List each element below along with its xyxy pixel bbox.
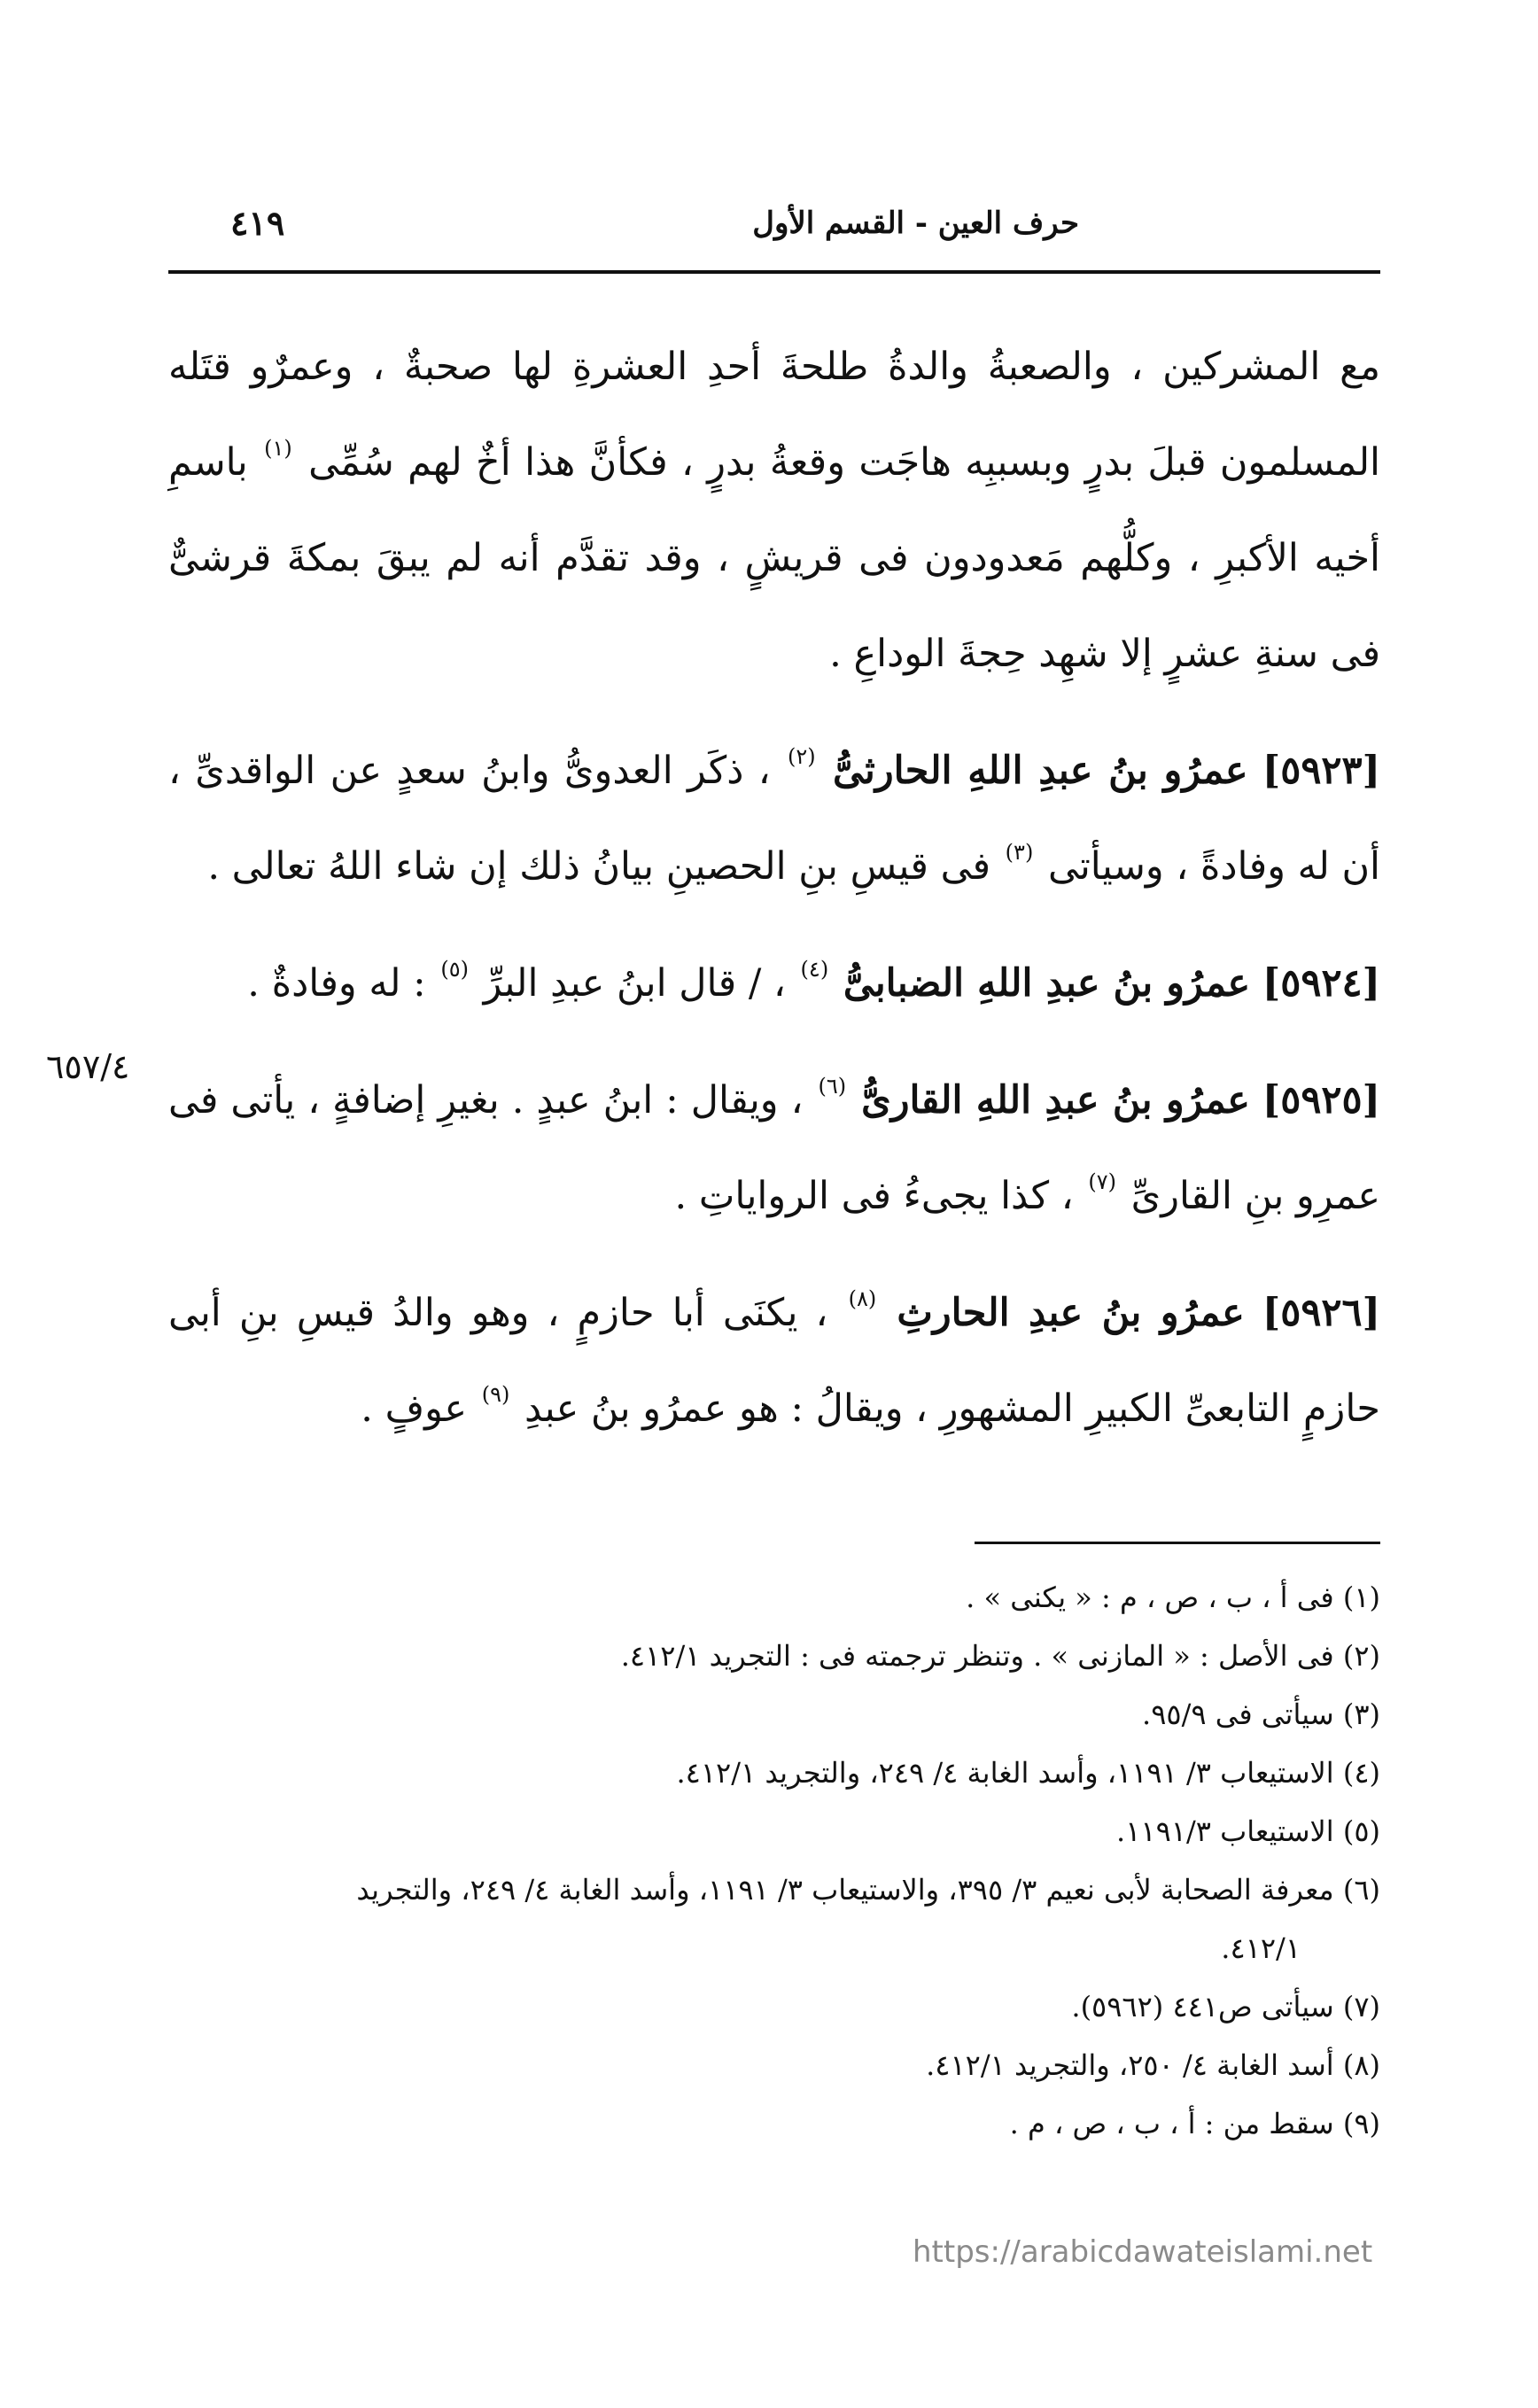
footnote-7: (٧) سيأتى ص٤٤١ (٥٩٦٢). xyxy=(1071,1990,1380,2023)
margin-page-reference: ٦٥٧/٤ xyxy=(46,1047,130,1086)
intro-paragraph xyxy=(168,319,1380,702)
footnote-ref-7: (٧) xyxy=(1088,1169,1116,1194)
footnote-2: (٢) فى الأصل : « المازنى » . وتنظر ترجمته فى : التجريد ٤١٢/١. xyxy=(620,1639,1380,1673)
entry-5924 xyxy=(168,936,1380,1031)
footnote-rule xyxy=(975,1542,1380,1544)
footnote-ref-1: (١) xyxy=(264,436,292,461)
entry-text-1: ، ذكَر العدوىُّ وابنُ سعدٍ عن الواقدىِّ ، أن له وفادةً ، وسيأتى xyxy=(168,749,1380,889)
page-number: ٤١٩ xyxy=(230,203,285,243)
entry-text-2: فى قيسِ بنِ الحصينِ بيانُ ذلك إن شاء اللهُ تعالى . xyxy=(207,844,990,889)
entry-name: عمرُو بنُ عبدِ الحارثِ xyxy=(897,1291,1245,1335)
entry-text-2: : له وفادةٌ . xyxy=(247,961,426,1006)
entry-text-1: ، / قال ابنُ عبدِ البرِّ xyxy=(483,961,786,1006)
body-text xyxy=(168,319,1380,1456)
footnote-ref-2: (٢) xyxy=(788,744,816,769)
footnotes xyxy=(168,1568,1380,2153)
footnote-ref-9: (٩) xyxy=(481,1382,510,1407)
entry-number: [٥٩٢٥] xyxy=(1262,1078,1380,1122)
footnote-ref-4: (٤) xyxy=(800,957,829,982)
footnote-1: (١) فى أ ، ب ، ص ، م : « يكنى » . xyxy=(966,1581,1380,1614)
footnote-ref-8: (٨) xyxy=(848,1286,877,1311)
entry-5926 xyxy=(168,1265,1380,1456)
entry-number: [٥٩٢٣] xyxy=(1262,749,1380,793)
watermark: https://arabicdawateislami.net xyxy=(913,2234,1373,2270)
entry-5923 xyxy=(168,723,1380,914)
footnote-ref-6: (٦) xyxy=(818,1074,847,1099)
entry-name: عمرُو بنُ عبدِ اللهِ القارىُّ xyxy=(861,1078,1250,1122)
entry-text-2: عوفٍ . xyxy=(361,1387,468,1431)
entry-number: [٥٩٢٦] xyxy=(1262,1291,1380,1335)
footnote-ref-3: (٣) xyxy=(1005,840,1034,865)
footnote-4: (٤) الاستيعاب ٣/ ١١٩١، وأسد الغابة ٤/ ٢٤٩، والتجريد ٤١٢/١. xyxy=(676,1756,1380,1790)
footnote-6: (٦) معرفة الصحابة لأبى نعيم ٣/ ٣٩٥، والاستيعاب ٣/ ١١٩١، وأسد الغابة ٤/ ٢٤٩، والتجريد xyxy=(356,1873,1380,1907)
footnote-6-continuation: ٤١٢/١. xyxy=(1221,1931,1301,1965)
running-header xyxy=(168,197,1380,250)
header-rule xyxy=(168,270,1380,274)
footnote-9: (٩) سقط من : أ ، ب ، ص ، م . xyxy=(1009,2107,1380,2140)
header-title: حرف العين - القسم الأول xyxy=(752,206,1079,241)
entry-text-1: ، يكنَى أبا حازمٍ ، وهو والدُ قيسِ بنِ أبى حازمٍ التابعىِّ الكبيرِ المشهورِ ، ويقالُ : هو عمرُو بنُ عبدِ xyxy=(168,1291,1380,1431)
intro-text-2: باسمِ أخيه الأكبرِ ، وكلُّهم مَعدودون فى قريشٍ ، وقد تقدَّم أنه لم يبقَ بمكةَ قرشىٌّ فى سنةِ عشرٍ إلا شهِد حِجةَ الوداعِ . xyxy=(168,440,1380,676)
entry-name: عمرُو بنُ عبدِ اللهِ الضبابىُّ xyxy=(843,961,1251,1006)
entry-number: [٥٩٢٤] xyxy=(1262,961,1380,1006)
footnote-ref-5: (٥) xyxy=(440,957,469,982)
intro-text-1: مع المشركين ، والصعبةُ والدةُ طلحةَ أحدِ العشرةِ لها صحبةٌ ، وعمرٌو قتَله المسلمون قبلَ بدرٍ وبسببِه هاجَت وقعةُ بدرٍ ، فكأنَّ هذا أخٌ لهم سُمِّى xyxy=(168,345,1381,485)
entry-5925 xyxy=(168,1053,1380,1244)
entry-name: عمرُو بنُ عبدِ اللهِ الحارثىُّ xyxy=(833,749,1248,793)
entry-text-1: ، ويقال : ابنُ عبدٍ . بغيرِ إضافةٍ ، يأتى فى عمرِو بنِ القارىِّ xyxy=(168,1078,1380,1218)
footnote-3: (٣) سيأتى فى ٩٥/٩. xyxy=(1142,1697,1380,1731)
footnote-8: (٨) أسد الغابة ٤/ ٢٥٠، والتجريد ٤١٢/١. xyxy=(926,2048,1380,2082)
footnote-5: (٥) الاستيعاب ١١٩١/٣. xyxy=(1116,1814,1380,1848)
entry-text-2: ، كذا يجىءُ فى الرواياتِ . xyxy=(674,1174,1074,1218)
